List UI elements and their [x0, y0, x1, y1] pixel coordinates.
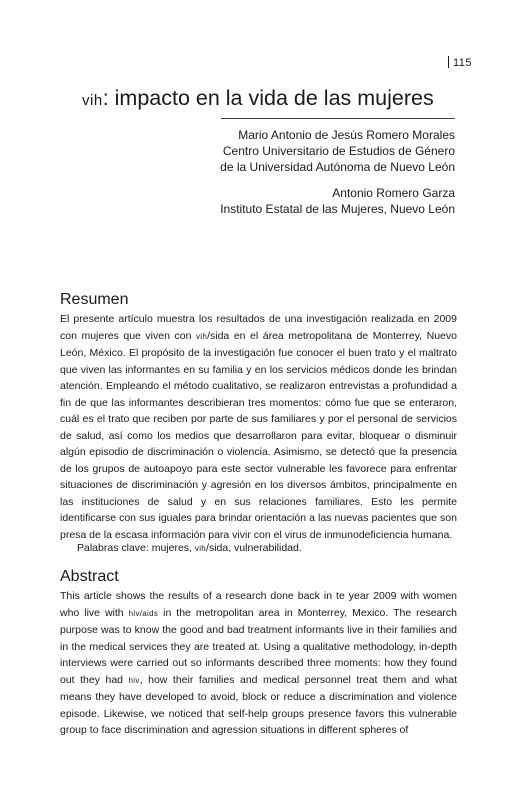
page-number-rule [448, 56, 449, 68]
author-affiliation-2: Instituto Estatal de las Mujeres, Nuevo León [220, 202, 455, 216]
resumen-paragraph [60, 311, 457, 543]
keywords-text-1: Palabras clave: mujeres, [77, 542, 195, 554]
page-number-value: 115 [452, 57, 472, 69]
abstract-text-2: in the metropolitan area in Monterrey, Mexico. The research purpose was to know the good and bad treatment informants live in their families and in the medical services they are treated at. Using a qualitative methodology, in-depth interviews were carried out so informants described three moments: how they found out they had [60, 606, 457, 686]
resumen-heading: Resumen [60, 291, 129, 308]
resumen-text-2: /sida en el área metropolitana de Monterrey, Nuevo León, México. El propósito de la investigación fue conocer el buen trato y el maltrato que viven las informantes en su familia y en los servicios médicos donde les brindan atención. Empleando el método cualitativo, se realizaron entrevistas a profundidad a fin de que las informantes describieran tres momentos: cómo fue que se enteraron, cuál es el trato que reciben por parte de sus familiares y por el personal de servicios de salud, así como los medios que desarrollaron para evitar, bloquear o disminuir algún episodio de discriminación o violencia. Asimismo, se detectó que la presencia de los grupos de autoapoyo para este sector vulnerable les favorece para enfrentar situaciones de discriminación y agresión en los diversos ámbitos, principalmente en las instituciones de salud y en sus relaciones familiares. Esto les permite identificarse con sus iguales para brindar orientación a las nuevas pacientes que son presa de la escasa información para vivir con el virus de inmunodeficiencia humana. [60, 329, 457, 541]
article-title [82, 86, 472, 111]
title-underline [221, 118, 455, 119]
keywords-text-2: /sida, vulnerabilidad. [206, 542, 302, 554]
page-number [448, 56, 472, 69]
title-text: : impacto en la vida de las mujeres [102, 86, 434, 110]
abstract-text-1: This article shows the results of a research done back in te year 2009 with women who live with [60, 590, 457, 619]
keywords-line [77, 540, 302, 558]
abstract-heading: Abstract [60, 568, 119, 585]
abstract-text-3: , how their families and medical personnel treat them and what means they have developed to avoid, block or reduce a discrimination and violence episode. Likewise, we noticed that self-help groups presence favors this vulnerable group to face discrimination and agression situations in different spheres of [60, 673, 457, 736]
author-affiliation-1b: de la Universidad Autónoma de Nuevo León [220, 160, 455, 174]
author-affiliation-1a: Centro Universitario de Estudios de Género [222, 144, 455, 158]
resumen-text-1: El presente artículo muestra los resultados de una investigación realizada en 2009 con mujeres que viven con [60, 313, 457, 342]
keywords-acronym: vih [194, 544, 207, 553]
abstract-paragraph [60, 588, 457, 739]
author-block-2 [220, 185, 455, 217]
abstract-acronym-1: hiv/aids [128, 608, 159, 618]
author-name-2: Antonio Romero Garza [332, 186, 455, 200]
abstract-acronym-2: hiv [128, 675, 140, 685]
author-block-1 [220, 127, 455, 175]
resumen-acronym: vih [195, 331, 208, 341]
title-acronym: vih [82, 92, 103, 109]
author-name-1: Mario Antonio de Jesús Romero Morales [238, 128, 455, 142]
